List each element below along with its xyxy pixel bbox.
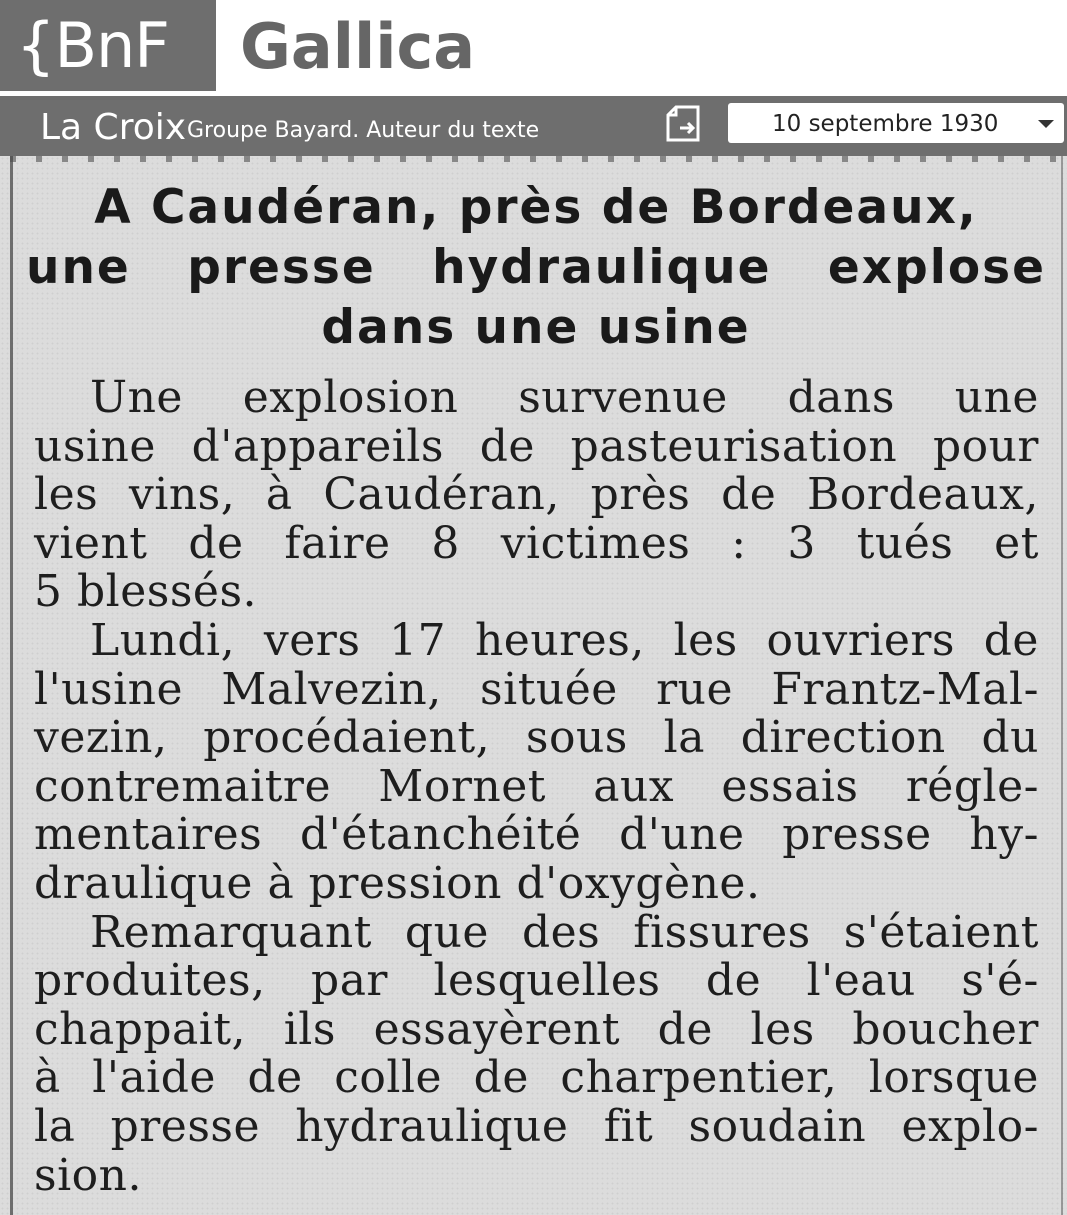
article-word: fit (603, 1100, 654, 1152)
article-word: usine (34, 420, 156, 472)
article-word: ils (283, 1003, 336, 1055)
article-word: une (954, 372, 1039, 423)
article-word: l'eau (806, 955, 916, 1007)
article-word: heures, (474, 614, 645, 666)
article-word: tués (856, 517, 954, 569)
article-word: dans (787, 372, 895, 423)
article-word: que (404, 906, 489, 958)
document-author: Groupe Bayard. Auteur du texte (187, 118, 540, 143)
article-word: Remarquant (90, 906, 372, 958)
article-word: vers (263, 614, 361, 666)
article-line (34, 760, 1039, 812)
article-word: direction (740, 712, 946, 764)
article-word: Bordeaux, (806, 469, 1039, 521)
article-word: boucher (852, 1003, 1039, 1055)
article-word: pour (932, 420, 1039, 472)
headline-line-3: dans une usine (321, 300, 751, 355)
article-line (34, 714, 1039, 763)
headline-word: explose (827, 240, 1046, 295)
article-word: par (311, 955, 388, 1007)
article-line (34, 517, 1039, 569)
article-word: vins, (128, 469, 236, 521)
article-line (34, 1149, 1039, 1201)
article-word: 5 blessés. (34, 566, 258, 618)
article-word: et (994, 517, 1039, 569)
article-word: les (750, 1003, 815, 1055)
article-word: aux (593, 760, 675, 812)
article-body (34, 374, 1039, 1200)
issue-date-value: 10 septembre 1930 (772, 111, 999, 137)
article-word: mentaires (34, 809, 263, 861)
article-word: draulique à pression d'oxygène. (34, 857, 761, 909)
article-word: de (657, 1003, 713, 1055)
article-line (34, 957, 1039, 1006)
article-word: sion. (34, 1149, 142, 1201)
export-page-icon-glyph (664, 104, 704, 144)
article-word: survenue (518, 372, 728, 423)
article-word: de (983, 614, 1039, 666)
headline-word: presse (187, 240, 376, 295)
article-word: vezin, (34, 712, 168, 764)
article-line (34, 568, 1039, 617)
article-word: à (34, 1052, 61, 1104)
article-word: de (705, 955, 762, 1007)
article-line (34, 614, 1039, 666)
article-word: de (473, 1052, 529, 1104)
article-line (34, 471, 1039, 520)
article-word: Lundi, (90, 614, 236, 666)
article-word: d'étanchéité (299, 809, 582, 861)
article-word: vient (34, 517, 148, 569)
article-word: essayèrent (373, 1003, 620, 1055)
article-word: produites, (34, 955, 266, 1007)
brand-header (0, 0, 1067, 95)
article-word: ouvriers (766, 614, 955, 666)
article-word: explosion (242, 372, 459, 423)
article-word: colle (334, 1052, 443, 1104)
article-line (34, 811, 1039, 860)
article-word: faire (284, 517, 391, 569)
article-word: Caudéran, (323, 469, 560, 521)
article-word: située (480, 663, 618, 715)
headline-word: une (26, 240, 131, 295)
article-word: soudain (688, 1100, 867, 1152)
article-line (34, 663, 1039, 715)
newspaper-scan-viewer[interactable] (0, 156, 1067, 1215)
column-top-rule (10, 156, 1067, 162)
document-toolbar (0, 96, 1067, 156)
article-word: 3 (787, 517, 816, 569)
article-word: : (731, 517, 747, 569)
gallica-site-name[interactable]: Gallica (240, 10, 476, 83)
article-word: rue (656, 663, 734, 715)
article-line (34, 374, 1039, 423)
article-word: la (663, 712, 705, 764)
article-word: de (721, 469, 777, 521)
article-word: de (479, 420, 535, 472)
article-word: sous (525, 712, 628, 764)
article-word: 17 (389, 614, 447, 666)
article-word: des (521, 906, 601, 958)
bnf-logo[interactable]: {BnF (0, 0, 216, 91)
article-word: du (981, 712, 1039, 764)
article-word: hydraulique (295, 1100, 569, 1152)
article-word: contremaitre (34, 760, 332, 812)
article-word: de (188, 517, 244, 569)
headline-line-1: A Caudéran, près de Bordeaux, (94, 180, 978, 235)
article-line (34, 906, 1039, 958)
article-word: l'aide (92, 1052, 216, 1104)
article-word: victimes (500, 517, 691, 569)
article-word: fissures (633, 906, 811, 958)
article-word: régle- (905, 760, 1039, 812)
article-word: procédaient, (203, 712, 491, 764)
article-word: Mornet (378, 760, 546, 812)
article-word: charpentier, (560, 1052, 838, 1104)
article-word: hy- (969, 809, 1039, 861)
article-word: Malvezin, (221, 663, 442, 715)
article-word: la (34, 1100, 76, 1152)
article-headline (26, 178, 1046, 358)
article-word: presse (782, 809, 932, 861)
article-word: explo- (901, 1100, 1039, 1152)
article-word: à (265, 469, 293, 521)
article-line (34, 1054, 1039, 1103)
article-word: presse (110, 1100, 261, 1152)
column-rule-right (1061, 156, 1063, 1215)
issue-date-select[interactable] (728, 103, 1064, 143)
article-word: 8 (431, 517, 460, 569)
article-word: lesquelles (433, 955, 661, 1007)
column-rule-left (10, 156, 13, 1215)
chevron-down-icon (1038, 120, 1054, 128)
document-title[interactable]: La Croix (40, 107, 187, 148)
article-line (34, 1100, 1039, 1152)
article-word: s'étaient (843, 906, 1039, 958)
article-word: Une (90, 372, 183, 423)
article-line (34, 420, 1039, 472)
article-word: essais (721, 760, 859, 812)
article-word: chappait, (34, 1003, 247, 1055)
article-word: d'appareils (191, 420, 444, 472)
article-word: les (673, 614, 738, 666)
article-word: Frantz-Mal- (771, 663, 1039, 715)
article-line (34, 857, 1039, 909)
article-line (34, 1003, 1039, 1055)
article-word: de (247, 1052, 303, 1104)
article-word: les (34, 469, 99, 521)
article-word: lorsque (868, 1052, 1039, 1104)
export-page-icon[interactable] (664, 104, 704, 144)
article-word: près (590, 469, 691, 521)
headline-word: hydraulique (432, 240, 772, 295)
article-word: pasteurisation (570, 420, 898, 472)
article-word: d'une (619, 809, 745, 861)
headline-line-2 (26, 238, 1046, 298)
article-word: l'usine (34, 663, 184, 715)
article-word: s'é- (961, 955, 1039, 1007)
